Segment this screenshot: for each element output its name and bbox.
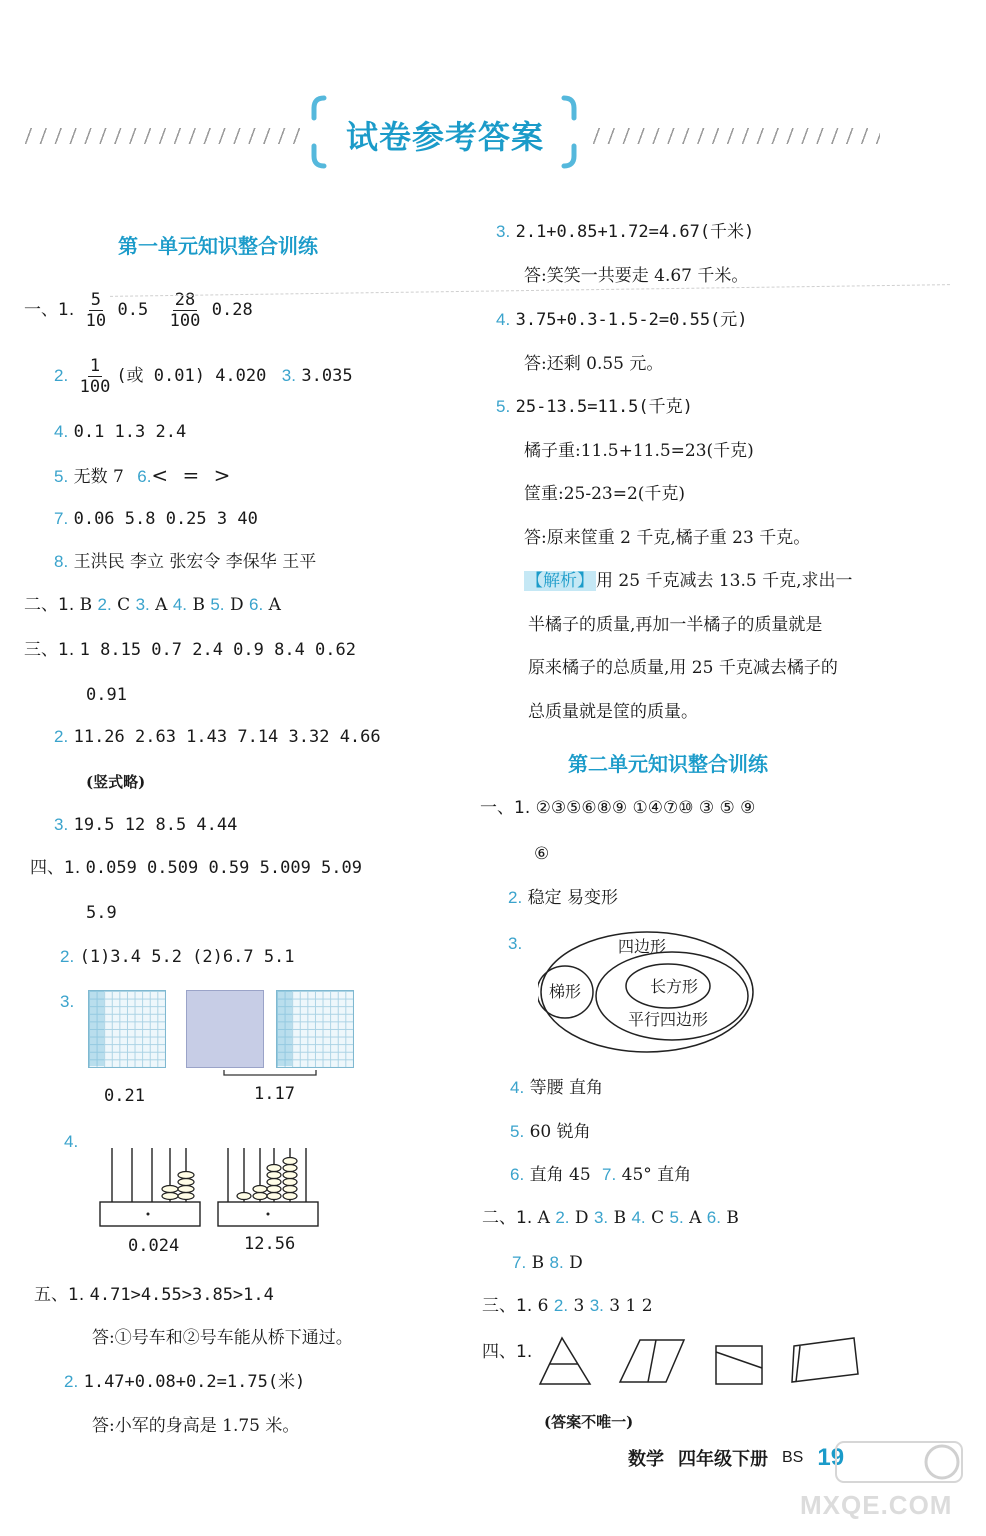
- grid-label-0-21: 0.21: [104, 1086, 145, 1106]
- venn-label-trapezoid: 梯形: [549, 982, 582, 1001]
- q3-1-cont: 0.91: [86, 685, 127, 705]
- q5-2: 2. 1.47+0.08+0.2=1.75(米): [64, 1372, 306, 1392]
- section-title-unit2: 第二单元知识整合训练: [568, 752, 768, 776]
- s1-4: 4. 等腰 直角: [510, 1078, 603, 1098]
- analysis-line2: 半橘子的质量,再加一半橘子的质量就是: [528, 615, 823, 635]
- q5-2-answer: 答:小军的身高是 1.75 米。: [92, 1416, 300, 1436]
- s1-2: 2. 稳定 易变形: [508, 888, 618, 908]
- brace-1-17: [222, 1068, 318, 1078]
- q4-4-num: 4.: [64, 1132, 79, 1151]
- grid-0-21-fill: [89, 991, 104, 1066]
- analysis-line1: 【解析】 用 25 千克减去 13.5 千克,求出一: [526, 571, 853, 591]
- s4-1-num: 四、1.: [482, 1342, 533, 1362]
- s1-3-num: 3.: [508, 934, 523, 953]
- venn-label-quadrilateral: 四边形: [618, 937, 667, 956]
- shape-cut-figures: [536, 1332, 866, 1388]
- q4-1: 四、1. 0.059 0.509 0.59 5.009 5.09: [30, 858, 362, 878]
- footer-subject: 数学: [628, 1449, 664, 1470]
- analysis-tag: 【解析】: [526, 571, 594, 591]
- venn-label-parallelogram: 平行四边形: [628, 1010, 709, 1029]
- r4-answer: 答:还剩 0.55 元。: [524, 354, 664, 374]
- grid-label-1-17: 1.17: [254, 1084, 295, 1104]
- q1-5: 5. 无数 7 6.< = >: [54, 463, 235, 487]
- analysis-line4: 总质量就是筐的质量。: [528, 702, 698, 722]
- q1-8: 8. 王洪民 李立 张宏令 李保华 王平: [54, 552, 317, 572]
- analysis-line3: 原来橘子的总质量,用 25 千克减去橘子的: [528, 658, 838, 678]
- fraction-1-100: $\frac{1}{100}$: [79, 356, 111, 397]
- grid-0-17-fill: [277, 991, 292, 1066]
- watermark-logo-icon: [834, 1438, 964, 1486]
- footer: [628, 1442, 844, 1474]
- watermark-text: MXQE.COM: [800, 1490, 953, 1520]
- page-number: 19: [817, 1444, 845, 1471]
- q4-3-num: 3.: [60, 992, 75, 1011]
- q1-7: 7. 0.06 5.8 0.25 3 40: [54, 509, 258, 529]
- abacus-label-12-56: 12.56: [244, 1234, 296, 1254]
- fraction-28-100: $\frac{28}{100}$: [169, 290, 201, 331]
- s4-note: (答案不唯一): [544, 1413, 634, 1431]
- q5-1-answer: 答:①号车和②号车能从桥下通过。: [92, 1328, 353, 1348]
- q4-1-cont: 5.9: [86, 903, 117, 923]
- q1-1: 一、1. $\frac{5}{10}$ 0.5 $\frac{28}{100}$ 0.28: [24, 290, 253, 331]
- s1-6: 6. 直角 45 7. 45° 直角: [510, 1165, 692, 1185]
- r4: 4. 3.75+0.3-1.5-2=0.55(元): [496, 310, 748, 330]
- r3-answer: 答:笑笑一共要走 4.67 千米。: [524, 266, 749, 286]
- r5: 5. 25-13.5=11.5(千克): [496, 397, 693, 417]
- footer-grade: 四年级下册: [678, 1449, 768, 1470]
- q1-1-num: 一、1.: [24, 300, 75, 320]
- grid-full-block: [186, 990, 264, 1068]
- q3-3: 3. 19.5 12 8.5 4.44: [54, 815, 238, 835]
- q3-1: 三、1. 1 8.15 0.7 2.4 0.9 8.4 0.62: [24, 640, 356, 660]
- abacus-0-024: [98, 1144, 202, 1232]
- q3-2-note: (竖式略): [86, 773, 146, 791]
- section-title-unit1: 第一单元知识整合训练: [118, 234, 318, 258]
- venn-label-rectangle: 长方形: [650, 977, 699, 996]
- s2-7: 7. B 8. D: [512, 1253, 583, 1273]
- fraction-5-10: $\frac{5}{10}$: [85, 290, 107, 331]
- q1-2: 2. $\frac{1}{100}$ (或 0.01) 4.020 3. 3.035: [54, 356, 353, 397]
- r3: 3. 2.1+0.85+1.72=4.67(千米): [496, 222, 755, 242]
- header-hatch-right: [590, 128, 880, 144]
- r5-answer: 答:原来筐重 2 千克,橘子重 23 千克。: [524, 528, 811, 548]
- s1-1-cont: ⑥: [534, 844, 550, 864]
- s1-5: 5. 60 锐角: [510, 1122, 591, 1142]
- q3-2: 2. 11.26 2.63 1.43 7.14 3.32 4.66: [54, 727, 381, 747]
- s3-1: 三、1. 6 2. 3 3. 3 1 2: [482, 1296, 653, 1316]
- footer-edition: BS: [782, 1449, 804, 1466]
- r5-line3: 筐重:25-23=2(千克): [524, 484, 686, 504]
- q1-4: 4. 0.1 1.3 2.4: [54, 422, 187, 442]
- header-hatch-left: [22, 128, 307, 144]
- s2-1: 二、1. A 2. D 3. B 4. C 5. A 6. B: [482, 1208, 739, 1228]
- q2-1: 二、1. B 2. C 3. A 4. B 5. D 6. A: [24, 595, 281, 615]
- s1-1: 一、1. ②③⑤⑥⑧⑨ ①④⑦⑩ ③ ⑤ ⑨: [480, 798, 756, 818]
- abacus-12-56: [216, 1144, 320, 1232]
- page-title: 试卷参考答案: [345, 118, 544, 156]
- q5-1: 五、1. 4.71>4.55>3.85>1.4: [34, 1285, 274, 1305]
- r5-line2: 橘子重:11.5+11.5=23(千克): [524, 441, 754, 461]
- q4-2: 2. (1)3.4 5.2 (2)6.7 5.1: [60, 947, 295, 967]
- abacus-label-0-024: 0.024: [128, 1236, 180, 1256]
